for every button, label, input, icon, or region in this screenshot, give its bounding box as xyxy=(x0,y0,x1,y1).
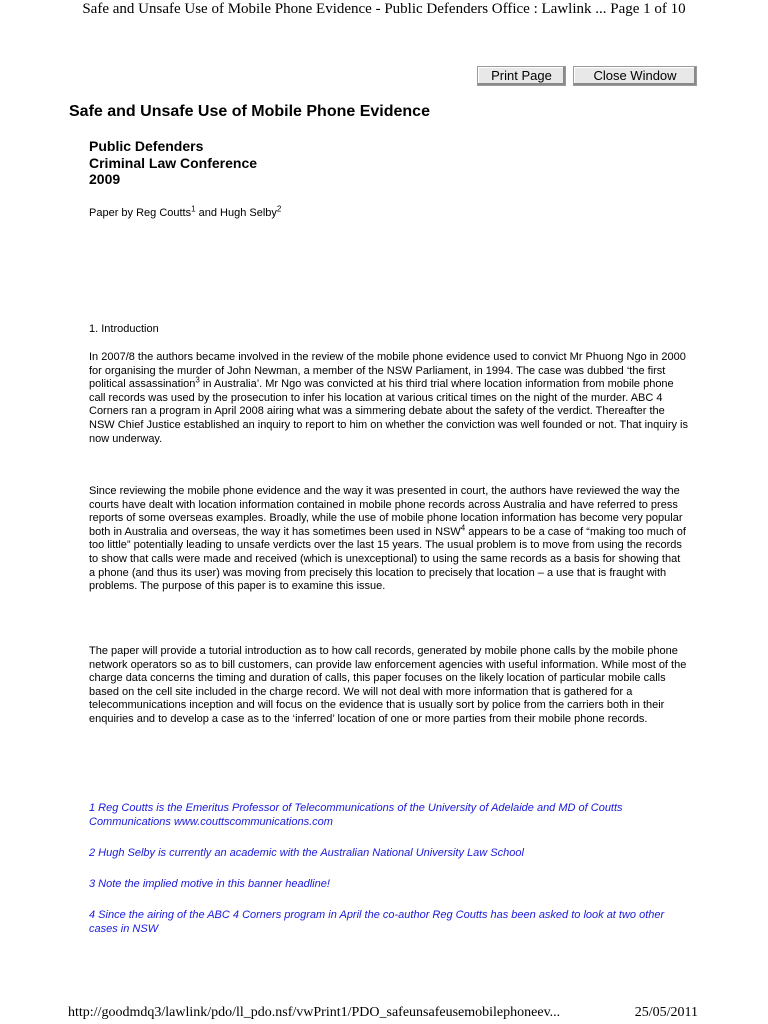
page-title: Safe and Unsafe Use of Mobile Phone Evidence xyxy=(69,103,430,120)
close-window-button[interactable]: Close Window xyxy=(573,66,697,86)
footnote-4: 4 Since the airing of the ABC 4 Corners program in April the co-author Reg Coutts has been asked to look at two other cases in NSW xyxy=(89,909,665,935)
footnote-3: 3 Note the implied motive in this banner headline! xyxy=(89,878,330,890)
print-footer xyxy=(68,1004,698,1022)
conference-block xyxy=(89,138,257,188)
paragraph-2-text: Since reviewing the mobile phone evidence and the way it was presented in court, the authors have reviewed the way the courts have dealt with location information contained in mobile phone records across Australia and have referred to press reports of some overseas examples. Broadly, while the use of mobile phone location information has become very popular both in Australia and overseas, the way it has sometimes been used in NSW xyxy=(89,485,683,538)
paragraph-1 xyxy=(89,351,689,446)
paragraph-1-text: In 2007/8 the authors became involved in the review of the mobile phone evidence used to convict Mr Phuong Ngo in 2000 for organising the murder of John Newman, a member of the NSW Parliament, in 1994. The case was dubbed ‘the first political assassination xyxy=(89,351,686,391)
footnote-2: 2 Hugh Selby is currently an academic with the Australian National University Law School xyxy=(89,847,524,859)
paragraph-2 xyxy=(89,485,689,594)
footnote-ref-1: 1 xyxy=(191,204,196,214)
print-page-button[interactable]: Print Page xyxy=(477,66,566,86)
conference-name: Criminal Law Conference xyxy=(89,154,258,171)
footnote-1: 1 Reg Coutts is the Emeritus Professor of Telecommunications of the University of Adelaide and MD of Coutts Communications www.couttscommunications.com xyxy=(89,802,623,828)
paragraph-1-text-2: in Australia’. Mr Ngo was convicted at his third trial where location information from mobile phone call records was used by the prosecution to infer his location at various critical times on the night of the murder. ABC 4 Corners ran a program in April 2008 airing what was a simmering debate about the safety of the verdict. Thereafter the NSW Chief Justice established an inquiry to report to him on whether the conviction was well founded or not. That inquiry is now underway. xyxy=(89,378,688,445)
footnote-ref-3: 3 xyxy=(195,375,200,385)
footnote-ref-2: 2 xyxy=(276,204,282,214)
footer-url: http://goodmdq3/lawlink/pdo/ll_pdo.nsf/vwPrint1/PDO_safeunsafeusemobilephoneev... xyxy=(68,1005,561,1020)
paragraph-3: The paper will provide a tutorial introduction as to how call records, generated by mobile phone calls by the mobile phone network operators so as to bill customers, can provide law enforcement agencies with useful information. While most of the charge data concerns the timing and duration of calls, this paper focuses on the likely location of particular mobile calls based on the cell site included in the charge record. We will not deal with more information that is gathered for a telecommunications inception and will focus on the evidence that is usually sort by police from the carriers both in their enquiries and to develop a case as to the ‘inferred’ location of one or more parties from their mobile phone records. xyxy=(89,645,687,725)
print-header: Safe and Unsafe Use of Mobile Phone Evidence - Public Defenders Office : Lawlink ... Page 1 of 10 xyxy=(82,1,686,17)
conference-year: 2009 xyxy=(89,171,121,187)
byline-text-2: and Hugh Selby xyxy=(195,207,277,219)
byline-text: Paper by Reg Coutts xyxy=(89,207,192,219)
paragraph-2-text-2: appears to be a case of “making too much of too little” potentially leading to unsafe verdicts over the last 15 years. The usual problem is to move from using the records to show that calls were made and received (which is unexceptional) to using the same records as a basis for showing that a phone (and thus its user) was moving from precisely this location to precisely that location – a use that is fraught with problems. The purpose of this paper is to examine this issue. xyxy=(89,525,686,593)
byline xyxy=(89,206,281,220)
org-name: Public Defenders xyxy=(89,138,204,154)
footer-date: 25/05/2011 xyxy=(634,1005,698,1020)
footnote-ref-4: 4 xyxy=(460,523,466,533)
section-heading: 1. Introduction xyxy=(89,323,159,335)
